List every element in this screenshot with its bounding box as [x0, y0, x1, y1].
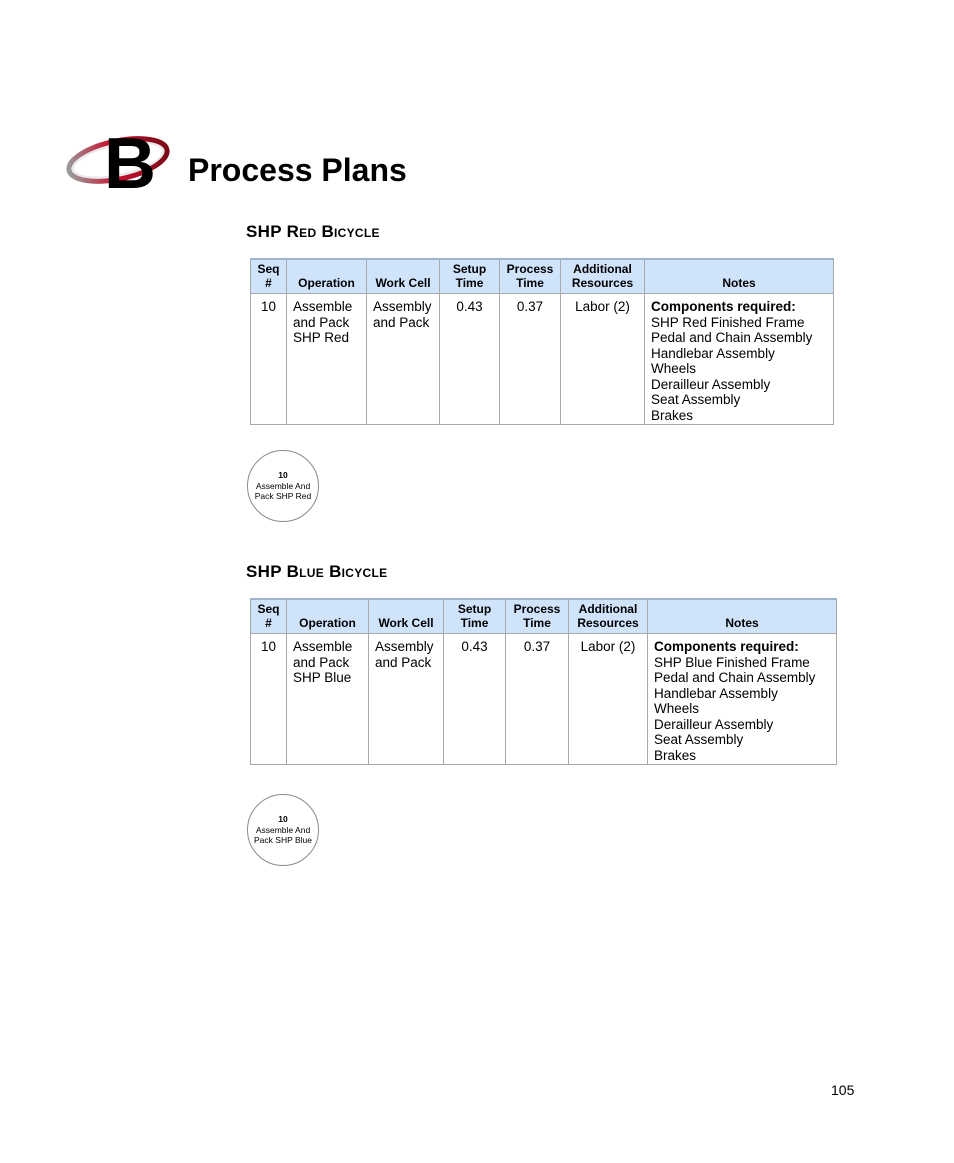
table-header-row — [251, 599, 837, 634]
cell-setup-time: 0.43 — [440, 294, 500, 425]
component-item: Pedal and Chain Assembly — [651, 330, 813, 345]
component-item: Derailleur Assembly — [654, 716, 774, 732]
component-item: SHP Blue Finished Frame — [654, 654, 810, 670]
cell-operation: Assemble and Pack SHP Red — [287, 294, 367, 425]
cell-work-cell: Assembly and Pack — [369, 634, 444, 765]
column-header-operation: Operation — [287, 259, 367, 294]
cell-work-cell: Assembly and Pack — [367, 294, 440, 425]
operation-node-red — [247, 450, 319, 522]
table-row — [251, 634, 837, 765]
column-header-notes: Notes — [645, 259, 834, 294]
column-header-setup-time: Setup Time — [444, 599, 506, 634]
column-header-seq: Seq # — [251, 599, 287, 634]
cell-notes — [648, 634, 837, 765]
component-item: Seat Assembly — [654, 732, 744, 747]
column-header-work-cell: Work Cell — [369, 599, 444, 634]
component-item: Wheels — [654, 701, 700, 716]
section-heading-blue: SHP Blue Bicycle — [246, 562, 388, 581]
component-item: Brakes — [651, 407, 694, 423]
node-label: Assemble And Pack SHP Blue — [254, 824, 312, 846]
chapter-letter: B — [104, 124, 154, 204]
component-item: Handlebar Assembly — [654, 685, 778, 701]
column-header-work-cell: Work Cell — [367, 259, 440, 294]
component-item: Pedal and Chain Assembly — [654, 670, 816, 685]
column-header-process-time: Process Time — [506, 599, 569, 634]
cell-resources: Labor (2) — [569, 634, 648, 765]
notes-title: Components required: — [654, 639, 799, 654]
node-number: 10 — [278, 814, 288, 825]
table-row — [251, 294, 834, 425]
column-header-additional-resources: Additional Resources — [569, 599, 648, 634]
page-title: Process Plans — [188, 152, 407, 188]
node-number: 10 — [278, 470, 288, 481]
section-heading-red: SHP Red Bicycle — [246, 222, 380, 241]
component-item: SHP Red Finished Frame — [651, 314, 805, 330]
operation-node-blue — [247, 794, 319, 866]
page-number: 105 — [831, 1082, 855, 1098]
notes-title: Components required: — [651, 299, 796, 314]
node-label: Assemble And Pack SHP Red — [254, 480, 312, 502]
cell-notes — [645, 294, 834, 425]
column-header-setup-time: Setup Time — [440, 259, 500, 294]
component-item: Handlebar Assembly — [651, 345, 775, 361]
column-header-operation: Operation — [287, 599, 369, 634]
cell-process-time: 0.37 — [500, 294, 561, 425]
cell-process-time: 0.37 — [506, 634, 569, 765]
cell-seq: 10 — [251, 294, 287, 425]
component-item: Derailleur Assembly — [651, 376, 771, 392]
cell-operation: Assemble and Pack SHP Blue — [287, 634, 369, 765]
cell-setup-time: 0.43 — [444, 634, 506, 765]
component-item: Seat Assembly — [651, 392, 741, 407]
process-plan-table-red — [250, 258, 834, 425]
component-item: Wheels — [651, 361, 697, 376]
column-header-seq: Seq # — [251, 259, 287, 294]
column-header-notes: Notes — [648, 599, 837, 634]
cell-resources: Labor (2) — [561, 294, 645, 425]
process-plan-table-blue — [250, 598, 837, 765]
column-header-process-time: Process Time — [500, 259, 561, 294]
component-item: Brakes — [654, 747, 697, 763]
column-header-additional-resources: Additional Resources — [561, 259, 645, 294]
table-header-row — [251, 259, 834, 294]
cell-seq: 10 — [251, 634, 287, 765]
